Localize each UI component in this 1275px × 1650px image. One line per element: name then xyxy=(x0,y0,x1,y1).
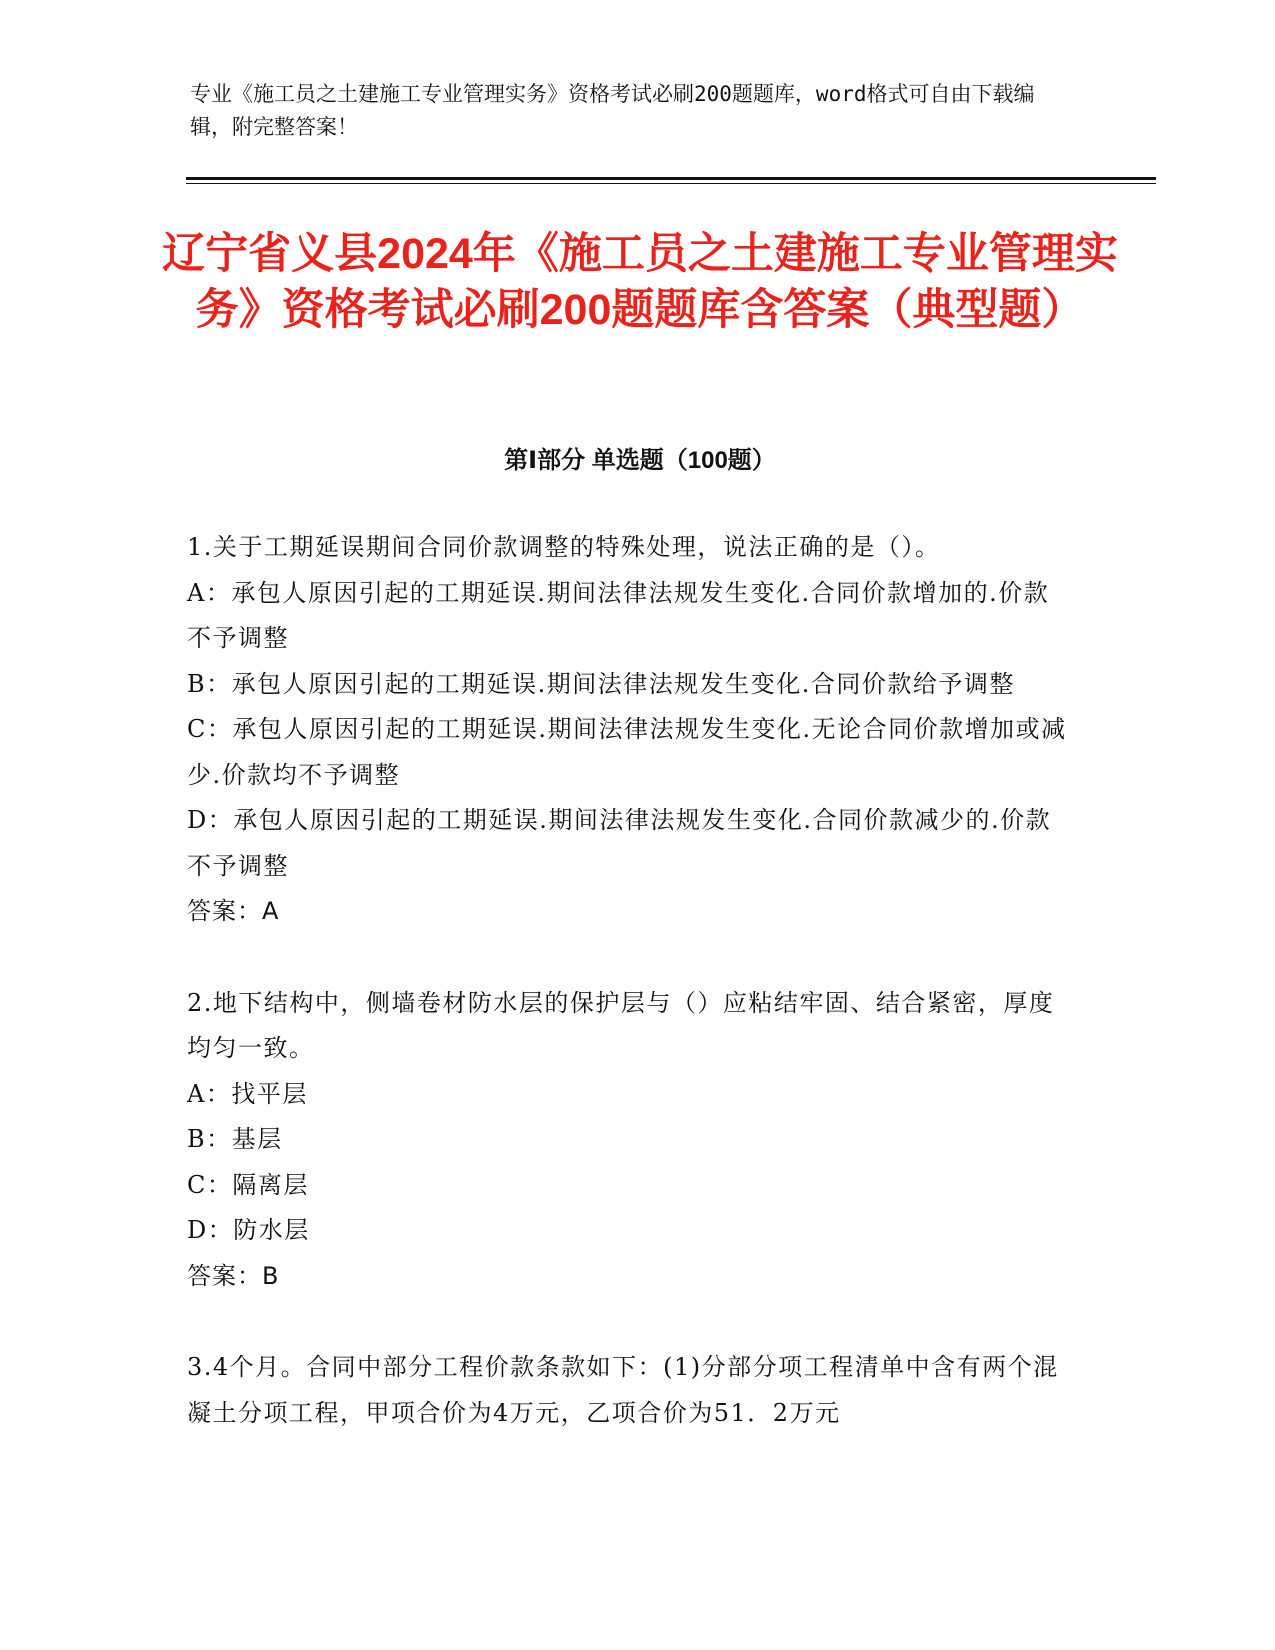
option-a: A：找平层 xyxy=(187,1079,308,1108)
part-heading: 第Ⅰ部分 单选题（100题） xyxy=(504,447,776,474)
option-a: A：承包人原因引起的工期延误.期间法律法规发生变化.合同价款增加的.价款不予调整 xyxy=(187,578,1050,652)
answer: 答案：B xyxy=(187,1261,280,1290)
header-note: 专业《施工员之土建施工专业管理实务》资格考试必刷200题题库，word格式可自由下载编辑，附完整答案！ xyxy=(190,82,1035,139)
question-stem: 3.4个月。合同中部分工程价款条款如下：(1)分部分项工程清单中含有两个混凝土分项工程，甲项合价为4万元，乙项合价为51．2万元 xyxy=(187,1353,1059,1427)
answer: 答案：A xyxy=(187,897,280,925)
option-c: C：隔离层 xyxy=(187,1170,309,1199)
option-d: D：防水层 xyxy=(187,1216,310,1244)
question-stem: 1.关于工期延误期间合同价款调整的特殊处理，说法正确的是（）。 xyxy=(187,533,941,561)
question-3 xyxy=(187,1345,1067,1436)
question-stem: 2.地下结构中，侧墙卷材防水层的保护层与（）应粘结牢固、结合紧密，厚度均匀一致。 xyxy=(187,988,1055,1062)
option-b: B：承包人原因引起的工期延误.期间法律法规发生变化.合同价款给予调整 xyxy=(187,669,1015,698)
question-list xyxy=(187,525,1067,1482)
option-c: C：承包人原因引起的工期延误.期间法律法规发生变化.无论合同价款增加或减少.价款均不予调整 xyxy=(187,715,1067,789)
option-d: D：承包人原因引起的工期延误.期间法律法规发生变化.合同价款减少的.价款不予调整 xyxy=(187,806,1052,880)
header-rule-thin xyxy=(186,183,1156,184)
option-b: B：基层 xyxy=(187,1125,283,1153)
question-2 xyxy=(187,981,1067,1300)
header-rule-thick xyxy=(186,177,1156,180)
document-title: 辽宁省义县2024年《施工员之土建施工专业管理实务》资格考试必刷200题题库含答案（典型题） xyxy=(162,230,1118,334)
question-1 xyxy=(187,525,1067,935)
